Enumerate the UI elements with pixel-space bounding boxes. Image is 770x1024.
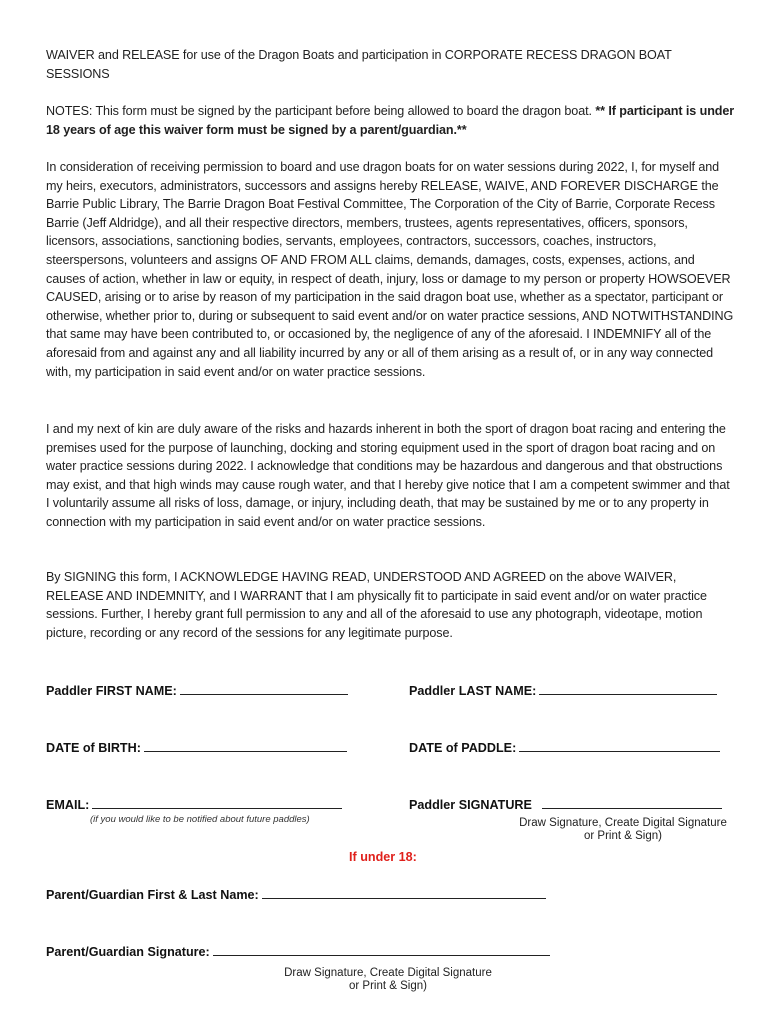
notes-paragraph xyxy=(46,102,736,139)
date-paddle-field[interactable] xyxy=(409,739,720,755)
last-name-input-line[interactable] xyxy=(539,682,717,695)
paddler-signature-line[interactable] xyxy=(542,796,722,809)
guardian-signature-hint xyxy=(268,967,508,993)
acknowledgement-paragraph: By SIGNING this form, I ACKNOWLEDGE HAVING READ, UNDERSTOOD AND AGREED on the above WAIVER, RELEASE AND INDEMNITY, and I WARRANT that I am physically fit to participate in said event and/or on water practice sessions. Further, I hereby grant full permission to any and all of the aforesaid to use any photograph, videotape, motion picture, recording or any record of the sessions for any legitimate purpose. xyxy=(46,570,707,640)
first-name-label: Paddler FIRST NAME: xyxy=(46,684,177,698)
guardian-name-input-line[interactable] xyxy=(262,886,546,899)
under-18-heading: If under 18: xyxy=(349,850,417,864)
first-name-input-line[interactable] xyxy=(180,682,348,695)
guardian-signature-line[interactable] xyxy=(213,943,550,956)
dob-input-line[interactable] xyxy=(144,739,347,752)
dob-label: DATE of BIRTH: xyxy=(46,741,141,755)
paddler-signature-hint xyxy=(503,817,743,843)
paddler-signature-label: Paddler SIGNATURE xyxy=(409,798,532,812)
last-name-field[interactable] xyxy=(409,682,717,698)
first-name-field[interactable] xyxy=(46,682,348,698)
guardian-signature-hint-line2: or Print & Sign) xyxy=(349,980,427,992)
risk-paragraph: I and my next of kin are duly aware of the risks and hazards inherent in both the sport of dragon boat racing and entering the premises used for the purpose of launching, docking and storing equipment used in the sport of dragon boat racing and on water practice sessions during 2022. I acknowledge that conditions may be hazardous and dangerous and that obstructions may exist, and that high winds may cause rough water, and that I hereby give notice that I am a competent swimmer and that I voluntarily assume all risks of loss, damage, or injury, including death, that may be sustained by me or to any property in connection with my participation in said event and/or on water practice sessions. xyxy=(46,422,730,529)
guardian-signature-field[interactable] xyxy=(46,943,550,959)
email-label: EMAIL: xyxy=(46,798,90,812)
paddler-signature-hint-line1: Draw Signature, Create Digital Signature xyxy=(519,817,727,829)
document-title: WAIVER and RELEASE for use of the Dragon Boats and participation in CORPORATE RECESS DRAGON BOAT SESSIONS xyxy=(46,48,672,81)
release-paragraph: In consideration of receiving permission to board and use dragon boats for on water sessions during 2022, I, for myself and my heirs, executors, administrators, successors and assigns hereby RELEASE, WAIVE, AND FOREVER DISCHARGE the Barrie Public Library, The Barrie Dragon Boat Festival Committee, The Corporation of the City of Barrie, Corporate Recess Barrie (Jeff Aldridge), and all their respective directors, members, trustees, agents representatives, officers, sponsors, licensors, associations, sanctioning bodies, servants, employees, contractors, successors, coaches, instructors, steerspersons, volunteers and assigns OF AND FROM ALL claims, demands, damages, costs, expenses, actions, and causes of action, whether in law or equity, in respect of death, injury, loss or damage to my person or property HOWSOEVER CAUSED, arising or to arise by reason of my participation in the said dragon boat use, whether as a spectator, participant or otherwise, whether prior to, during or subsequent to said event and/or on water practice sessions, AND NOTWITHSTANDING that same may have been contributed to, or occasioned by, the negligence of any of the aforesaid. I INDEMNIFY all of the aforesaid from and against any and all liability incurred by any or all of them arising as a result of, or in any way connected with, my participation in said event and/or on water practice sessions. xyxy=(46,160,734,379)
dob-field[interactable] xyxy=(46,739,347,755)
guardian-name-label: Parent/Guardian First & Last Name: xyxy=(46,888,259,902)
date-paddle-label: DATE of PADDLE: xyxy=(409,741,517,755)
notes-text: NOTES: This form must be signed by the participant before being allowed to board the dragon boat. xyxy=(46,104,596,118)
email-input-line[interactable] xyxy=(92,796,342,809)
email-field[interactable] xyxy=(46,796,342,812)
date-paddle-input-line[interactable] xyxy=(519,739,720,752)
email-note: (if you would like to be notified about future paddles) xyxy=(90,814,310,825)
notes-bold-text: ** If participant is under 18 years of age this waiver form must be signed by a parent/guardian.** xyxy=(46,104,735,137)
last-name-label: Paddler LAST NAME: xyxy=(409,684,537,698)
guardian-name-field[interactable] xyxy=(46,886,546,902)
paddler-signature-hint-line2: or Print & Sign) xyxy=(584,830,662,842)
guardian-signature-label: Parent/Guardian Signature: xyxy=(46,945,210,959)
paddler-signature-field[interactable] xyxy=(409,796,722,812)
guardian-signature-hint-line1: Draw Signature, Create Digital Signature xyxy=(284,967,492,979)
